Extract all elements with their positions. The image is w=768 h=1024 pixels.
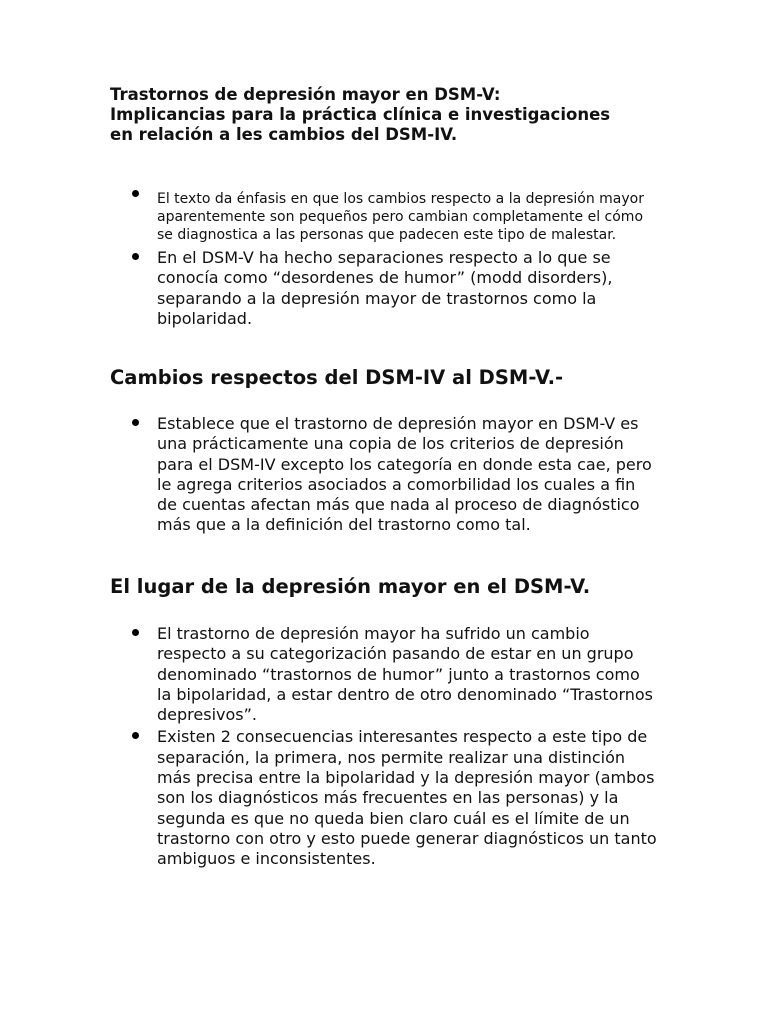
- list-item-text: El trastorno de depresión mayor ha sufrido un cambio respecto a su categorización pasando de estar en un grupo denominado “trastornos de humor” junto a trastornos como la bipolaridad, a estar dentro de otro denominado “Trastornos depresivos”.: [157, 624, 654, 725]
- intro-bullet-list: [0, 190, 657, 329]
- document-title: [110, 85, 670, 145]
- bullet-icon: [132, 732, 139, 739]
- list-item: [0, 190, 657, 244]
- list-item: [0, 414, 657, 536]
- title-line: en relación a les cambios del DSM-IV.: [110, 125, 458, 144]
- section2-bullet-list: [0, 624, 657, 870]
- section1-bullet-list: [0, 414, 657, 536]
- bullet-icon: [132, 190, 139, 197]
- list-item-text: En el DSM-V ha hecho separaciones respecto a lo que se conocía como “desordenes de humor” (modd disorders), separando a la depresión mayor de trastornos como la bipolaridad.: [157, 248, 613, 328]
- bullet-icon: [132, 253, 139, 260]
- bullet-icon: [132, 419, 139, 426]
- list-item: [0, 248, 657, 329]
- list-item-text: Establece que el trastorno de depresión mayor en DSM-V es una prácticamente una copia de los criterios de depresión para el DSM-IV excepto los categoría en donde esta cae, pero le agrega criterios asociados a comorbilidad los cuales a fin de cuentas afectan más que nada al proceso de diagnóstico más que a la definición del trastorno como tal.: [157, 414, 652, 535]
- list-item-text: Existen 2 consecuencias interesantes respecto a este tipo de separación, la primera, nos permite realizar una distinción más precisa entre la bipolaridad y la depresión mayor (ambos son los diagnósticos más frecuentes en las personas) y la segunda es que no queda bien claro cuál es el límite de un trastorno con otro y esto puede generar diagnósticos un tanto ambiguos e inconsistentes.: [157, 727, 657, 869]
- section-heading: Cambios respectos del DSM-IV al DSM-V.-: [110, 366, 564, 389]
- list-item: [0, 727, 657, 869]
- bullet-icon: [132, 629, 139, 636]
- title-line: Implicancias para la práctica clínica e investigaciones: [110, 105, 611, 124]
- list-item-text: El texto da énfasis en que los cambios respecto a la depresión mayor aparentemente son pequeños pero cambian completamente el cómo se diagnostica a las personas que padecen este tipo de malestar.: [157, 191, 644, 243]
- list-item: [0, 624, 657, 725]
- section-heading: El lugar de la depresión mayor en el DSM-V.: [110, 575, 591, 598]
- title-line: Trastornos de depresión mayor en DSM-V:: [110, 85, 501, 104]
